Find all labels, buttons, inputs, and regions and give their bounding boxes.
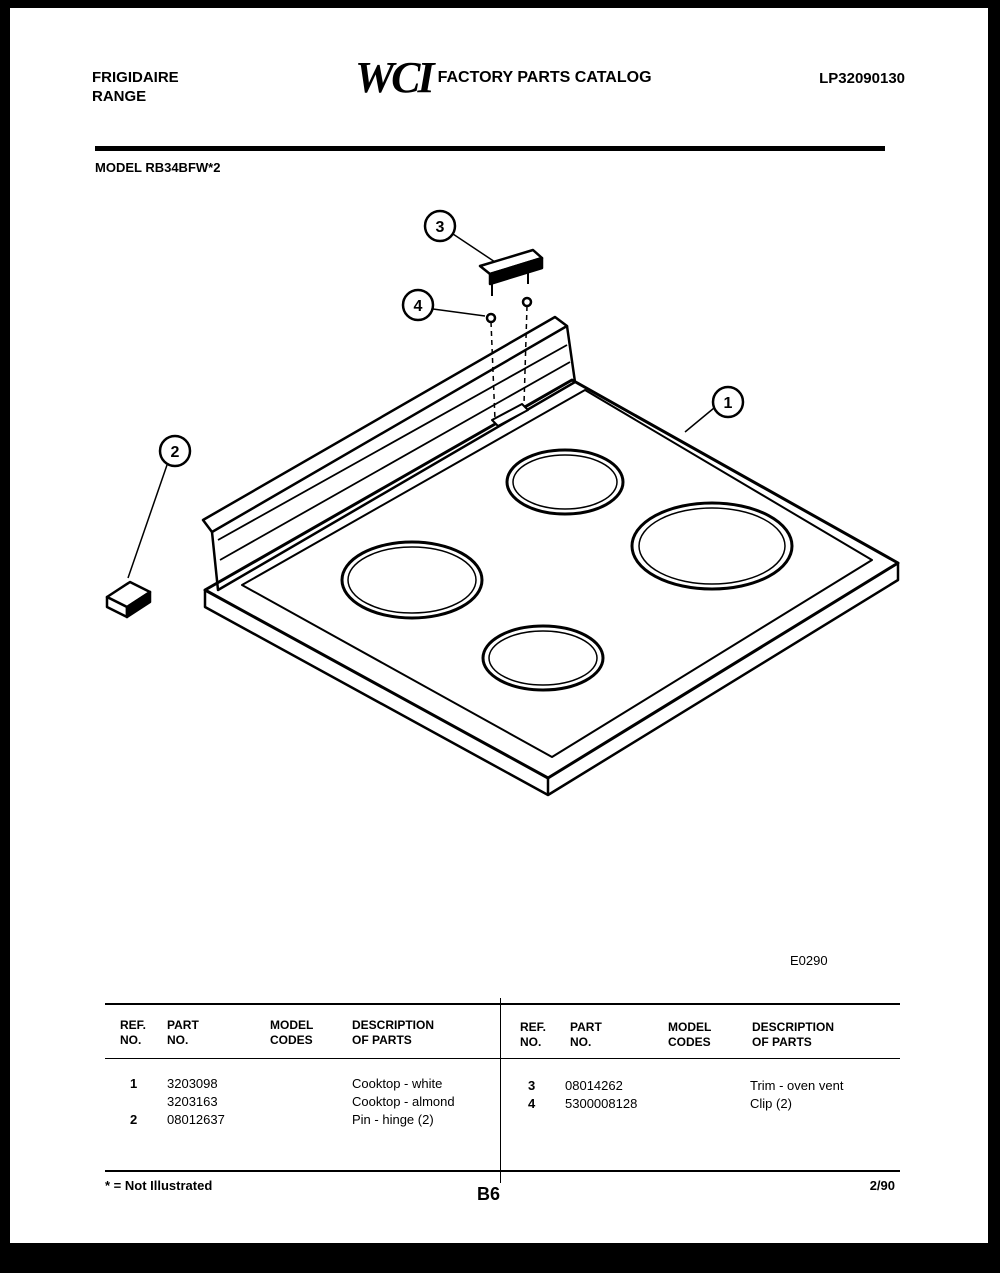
table-column-divider [500, 998, 501, 1183]
table-row-desc: Clip (2) [750, 1096, 792, 1111]
oven-vent-trim [480, 250, 542, 296]
table-row-desc: Cooktop - almond [352, 1094, 455, 1109]
catalog-number: LP32090130 [819, 70, 905, 87]
callout-2-label: 2 [170, 444, 180, 461]
catalog-title: FACTORY PARTS CATALOG [437, 69, 652, 86]
callout-3 [425, 211, 495, 262]
table-row-ref: 3 [528, 1078, 536, 1093]
ref-header-line1-right: REF. [520, 1020, 547, 1034]
desc-header-line1-right: DESCRIPTION [752, 1020, 835, 1034]
table-row-ref: 1 [130, 1076, 138, 1091]
part-header-line1: PART [167, 1018, 199, 1032]
part-header-line1-right: PART [570, 1020, 602, 1034]
ref-no-header-right [520, 1020, 546, 1050]
table-row-desc: Pin - hinge (2) [352, 1112, 434, 1127]
model-codes-header [270, 1018, 313, 1048]
model-number: MODEL RB34BFW*2 [95, 160, 221, 175]
callout-1-label: 1 [723, 395, 733, 412]
part-header-line2-right: NO. [570, 1035, 592, 1049]
ref-no-header [120, 1018, 146, 1048]
callout-2 [128, 436, 190, 578]
model-header-line1: MODEL [270, 1018, 314, 1032]
part-no-header [167, 1018, 199, 1048]
part-header-line2: NO. [167, 1033, 189, 1047]
model-codes-header-right [668, 1020, 711, 1050]
hinge-pin [107, 582, 150, 617]
brand-name: FRIGIDAIRE [92, 69, 179, 86]
table-row-part: 5300008128 [565, 1096, 638, 1111]
ref-header-line1: REF. [120, 1018, 147, 1032]
not-illustrated-note: * = Not Illustrated [105, 1178, 213, 1193]
table-row-ref: 4 [528, 1096, 536, 1111]
desc-header-line2-right: OF PARTS [752, 1035, 812, 1049]
table-row-desc: Trim - oven vent [750, 1078, 844, 1093]
ref-header-line2-right: NO. [520, 1035, 542, 1049]
model-header-line2: CODES [270, 1033, 313, 1047]
desc-header-line2: OF PARTS [352, 1033, 412, 1047]
callout-3-label: 3 [435, 219, 445, 236]
table-row-part: 08014262 [565, 1078, 623, 1093]
table-row-part: 3203163 [167, 1094, 218, 1109]
cooktop-panel [203, 317, 898, 795]
callout-4 [403, 290, 485, 320]
page-number: B6 [477, 1184, 501, 1204]
table-row-ref: 2 [130, 1112, 138, 1127]
model-header-line2-right: CODES [668, 1035, 711, 1049]
description-header [352, 1018, 434, 1048]
revision-date: 2/90 [869, 1178, 895, 1193]
model-header-line1-right: MODEL [668, 1020, 712, 1034]
table-row-part: 3203098 [167, 1076, 218, 1091]
callout-4-label: 4 [413, 298, 423, 315]
product-type: RANGE [92, 88, 147, 105]
wci-logo: WCI [355, 53, 432, 102]
table-row-desc: Cooktop - white [352, 1076, 443, 1091]
ref-header-line2: NO. [120, 1033, 142, 1047]
table-bottom-rule [105, 1170, 900, 1172]
callout-1 [685, 387, 743, 432]
figure-code: E0290 [790, 953, 828, 968]
description-header-right [752, 1020, 834, 1050]
table-header-rule [105, 1058, 900, 1059]
table-top-rule [105, 1003, 900, 1005]
desc-header-line1: DESCRIPTION [352, 1018, 435, 1032]
part-no-header-right [570, 1020, 602, 1050]
table-row-part: 08012637 [167, 1112, 225, 1127]
